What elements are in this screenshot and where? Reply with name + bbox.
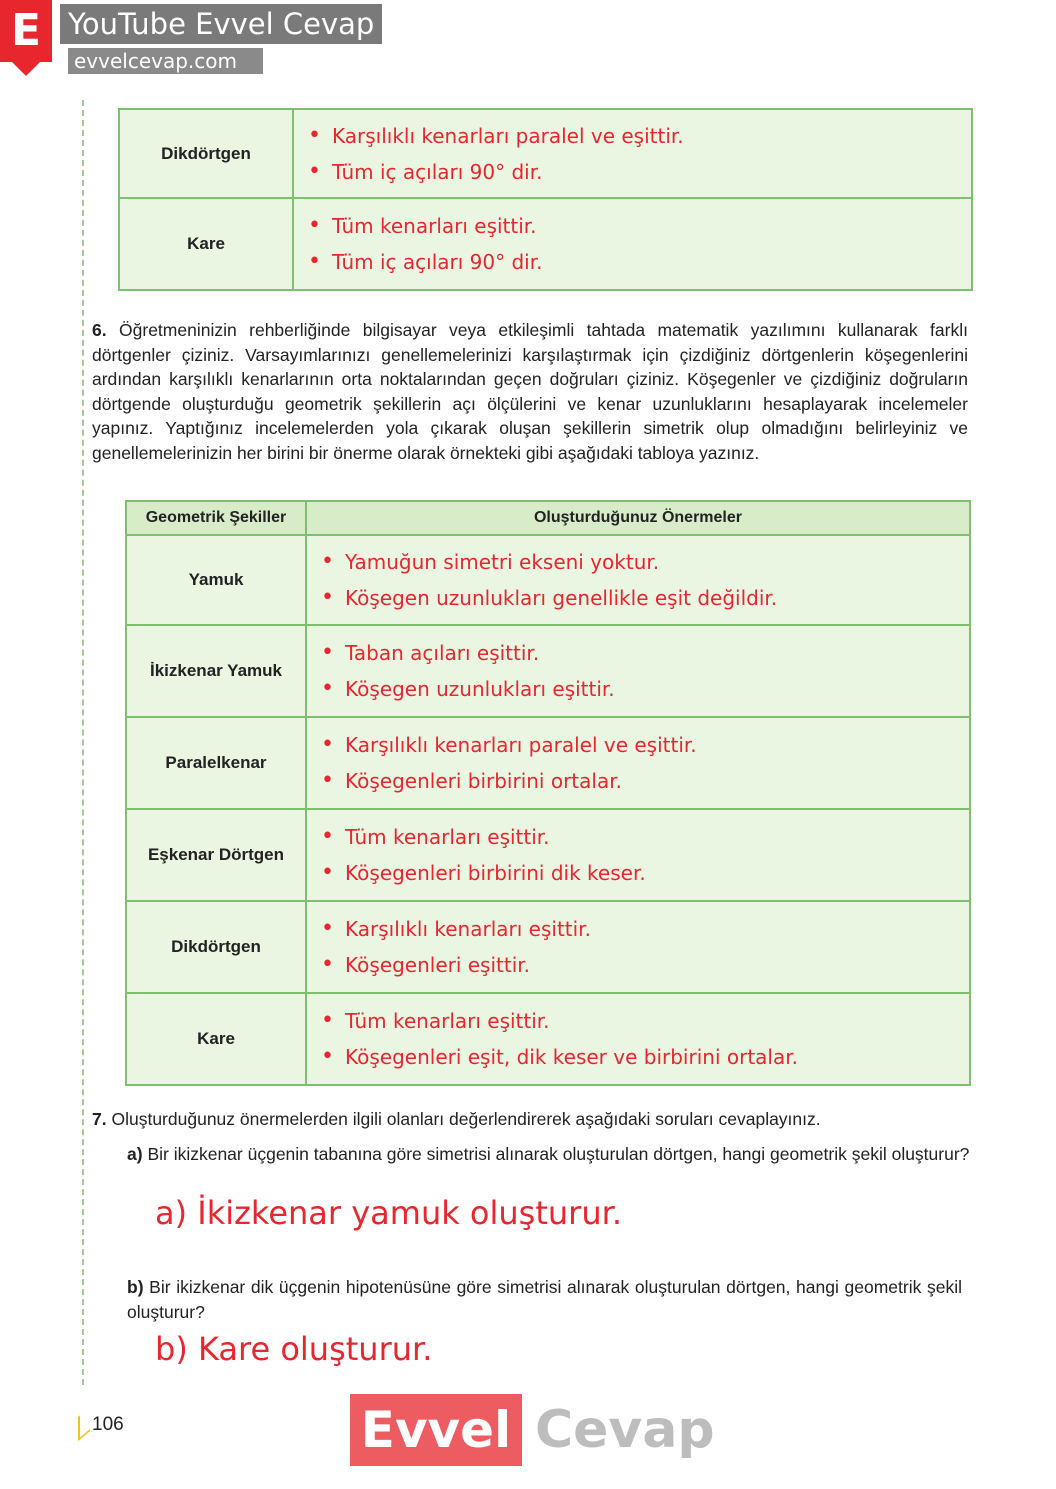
table-header-row bbox=[126, 501, 970, 535]
margin-dashed-line bbox=[82, 100, 84, 1385]
column-header: Geometrik Şekiller bbox=[126, 501, 306, 535]
shape-cell: Yamuk bbox=[126, 535, 306, 625]
question-7b bbox=[127, 1275, 962, 1324]
table-row bbox=[126, 901, 970, 993]
question-text: Oluşturduğunuz önermelerden ilgili olanları değerlendirerek aşağıdaki soruları cevaplayınız. bbox=[111, 1109, 821, 1129]
table-row bbox=[119, 198, 972, 290]
shape-cell: Kare bbox=[126, 993, 306, 1085]
statement-item: • Köşegenleri birbirini dik keser. bbox=[321, 855, 969, 891]
statement-item: • Karşılıklı kenarları paralel ve eşittir. bbox=[308, 118, 971, 154]
table-row bbox=[119, 109, 972, 198]
shape-cell: Kare bbox=[119, 198, 293, 290]
page-number-text: 106 bbox=[92, 1414, 124, 1435]
statement-item: • Köşegenleri birbirini ortalar. bbox=[321, 763, 969, 799]
shape-cell: Eşkenar Dörtgen bbox=[126, 809, 306, 901]
statement-item: • Tüm iç açıları 90° dir. bbox=[308, 154, 971, 190]
statement-item: • Tüm kenarları eşittir. bbox=[308, 208, 971, 244]
statement-item: • Tüm kenarları eşittir. bbox=[321, 1003, 969, 1039]
footer-brand-right: Cevap bbox=[535, 1400, 715, 1460]
shape-cell: Dikdörtgen bbox=[119, 109, 293, 198]
statement-cell bbox=[306, 993, 970, 1085]
statement-item: • Tüm kenarları eşittir. bbox=[321, 819, 969, 855]
statement-item: • Köşegenleri eşit, dik keser ve birbirini ortalar. bbox=[321, 1039, 969, 1075]
statement-item: • Taban açıları eşittir. bbox=[321, 635, 969, 671]
sub-question-label: a) bbox=[127, 1144, 143, 1164]
statement-item: • Karşılıklı kenarları eşittir. bbox=[321, 911, 969, 947]
channel-title: YouTube Evvel Cevap bbox=[60, 4, 382, 44]
statement-item: • Tüm iç açıları 90° dir. bbox=[308, 244, 971, 280]
statement-item: • Köşegenleri eşittir. bbox=[321, 947, 969, 983]
statement-cell bbox=[306, 809, 970, 901]
statements-table bbox=[125, 500, 971, 1086]
statement-item: • Yamuğun simetri ekseni yoktur. bbox=[321, 544, 969, 580]
statement-item: • Karşılıklı kenarları paralel ve eşittir. bbox=[321, 727, 969, 763]
table-row bbox=[126, 809, 970, 901]
shape-cell: Dikdörtgen bbox=[126, 901, 306, 993]
question-text: Öğretmeninizin rehberliğinde bilgisayar veya etkileşimli tahtada matematik yazılımını kullanarak farklı dörtgenler çiziniz. Varsayımlarınızı genellemelerinizi karşılaştırmak için çizdiğiniz dörtgenlerin köşegenlerini ardından karşılıklı kenarlarının orta noktalarından geçen doğruları çiziniz. Köşegenler ve çizdiğiniz doğruların dörtgende oluşturduğu geometrik şekillerin açı ölçülerini ve kenar uzunluklarını hesaplayarak incelemeler yapınız. Yaptığınız incelemelerden yola çıkarak oluşan şekillerin simetrik olup olmadığını belirleyiniz ve genellemelerinizin her birini bir önerme olarak örnekteki gibi aşağıdaki tabloya yazınız. bbox=[92, 320, 968, 463]
statement-cell bbox=[306, 901, 970, 993]
table-continued bbox=[118, 108, 973, 291]
table-row bbox=[126, 535, 970, 625]
question-7 bbox=[92, 1107, 968, 1132]
answer-7a: a) İkizkenar yamuk oluşturur. bbox=[155, 1194, 622, 1232]
statement-item: • Köşegen uzunlukları genellikle eşit değildir. bbox=[321, 580, 969, 616]
statement-item: • Köşegen uzunlukları eşittir. bbox=[321, 671, 969, 707]
site-url[interactable]: evvelcevap.com bbox=[68, 48, 263, 74]
brand-logo: E bbox=[0, 0, 52, 62]
footer-brand-left: Evvel bbox=[350, 1394, 522, 1466]
question-number: 6. bbox=[92, 320, 107, 340]
answer-7b: b) Kare oluşturur. bbox=[155, 1330, 433, 1368]
statement-cell bbox=[293, 109, 972, 198]
sub-question-text: Bir ikizkenar dik üçgenin hipotenüsüne göre simetrisi alınarak oluşturulan dörtgen, hangi geometrik şekil oluşturur? bbox=[127, 1277, 962, 1322]
shape-cell: İkizkenar Yamuk bbox=[126, 625, 306, 717]
sub-question-label: b) bbox=[127, 1277, 144, 1297]
sub-question-text: Bir ikizkenar üçgenin tabanına göre simetrisi alınarak oluşturulan dörtgen, hangi geometrik şekil oluşturur? bbox=[147, 1144, 970, 1164]
column-header: Oluşturduğunuz Önermeler bbox=[306, 501, 970, 535]
table-row bbox=[126, 993, 970, 1085]
table-row bbox=[126, 717, 970, 809]
shape-cell: Paralelkenar bbox=[126, 717, 306, 809]
question-6 bbox=[92, 318, 968, 465]
page-number bbox=[80, 1414, 124, 1436]
statement-cell bbox=[306, 717, 970, 809]
statement-cell bbox=[306, 625, 970, 717]
statement-cell bbox=[293, 198, 972, 290]
statement-cell bbox=[306, 535, 970, 625]
table-row bbox=[126, 625, 970, 717]
question-7a bbox=[127, 1142, 972, 1167]
question-number: 7. bbox=[92, 1109, 107, 1129]
